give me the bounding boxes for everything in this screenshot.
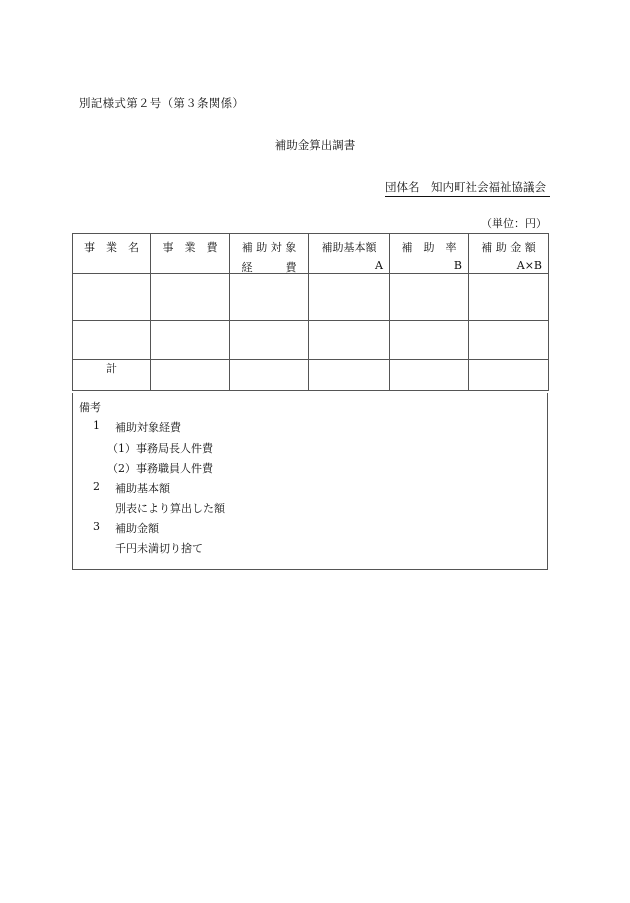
header-base-amount	[309, 234, 390, 274]
table-cell[interactable]	[73, 274, 151, 321]
table-row	[73, 274, 549, 321]
note-2-description: 別表により算出した額	[115, 502, 225, 515]
note-2-label: 補助基本額	[115, 482, 170, 495]
table-cell[interactable]	[151, 321, 230, 360]
note-1-label: 補助対象経費	[115, 421, 181, 434]
table-cell[interactable]	[230, 360, 309, 391]
table-cell[interactable]	[309, 274, 390, 321]
header-project-name	[73, 234, 151, 274]
header-eligible-expenses-line1: 補 助 対 象	[241, 241, 297, 254]
note-1-sub2: （2）事務職員人件費	[107, 462, 213, 475]
note-1-number: 1	[93, 419, 100, 432]
form-number: 別記様式第２号（第３条関係）	[79, 96, 245, 110]
table-cell[interactable]	[390, 360, 469, 391]
table-cell[interactable]	[309, 321, 390, 360]
total-label: 計	[73, 360, 151, 391]
header-project-cost	[151, 234, 230, 274]
table-cell[interactable]	[230, 321, 309, 360]
table-cell[interactable]	[151, 274, 230, 321]
header-eligible-expenses	[230, 234, 309, 274]
table-cell[interactable]	[469, 274, 549, 321]
header-subsidy-amount-code: A×B	[516, 259, 542, 272]
header-base-amount-code: A	[375, 259, 383, 272]
table-cell[interactable]	[390, 321, 469, 360]
table-cell[interactable]	[469, 321, 549, 360]
note-2-number: 2	[93, 480, 100, 493]
table-cell[interactable]	[309, 360, 390, 391]
header-subsidy-rate-code: B	[453, 259, 462, 272]
notes-title: 備考	[79, 401, 101, 414]
notes-box	[72, 393, 548, 570]
header-eligible-expenses-line2: 経 費	[241, 261, 297, 274]
note-3-label: 補助金額	[115, 522, 159, 535]
document-title: 補助金算出調書	[274, 138, 356, 152]
organization-name: 団体名 知内町社会福祉協議会	[385, 179, 550, 197]
table-cell[interactable]	[469, 360, 549, 391]
header-base-amount-label: 補助基本額	[321, 241, 377, 254]
note-1-sub1: （1）事務局長人件費	[107, 442, 213, 455]
header-subsidy-amount-label: 補 助 金 額	[481, 241, 536, 254]
note-3-description: 千円未満切り捨て	[115, 542, 203, 555]
header-row	[73, 234, 549, 274]
table-cell[interactable]	[230, 274, 309, 321]
header-subsidy-rate-label: 補 助 率	[401, 241, 457, 254]
header-subsidy-amount	[469, 234, 549, 274]
table-cell[interactable]	[151, 360, 230, 391]
table-cell[interactable]	[390, 274, 469, 321]
subsidy-calculation-table	[72, 233, 549, 391]
header-project-name-label: 事 業 名	[84, 241, 139, 254]
table-row	[73, 321, 549, 360]
total-row	[73, 360, 549, 391]
table-cell[interactable]	[73, 321, 151, 360]
header-project-cost-label: 事 業 費	[162, 241, 218, 254]
header-subsidy-rate	[390, 234, 469, 274]
unit-label: （単位：円）	[481, 217, 547, 230]
note-3-number: 3	[93, 520, 100, 533]
